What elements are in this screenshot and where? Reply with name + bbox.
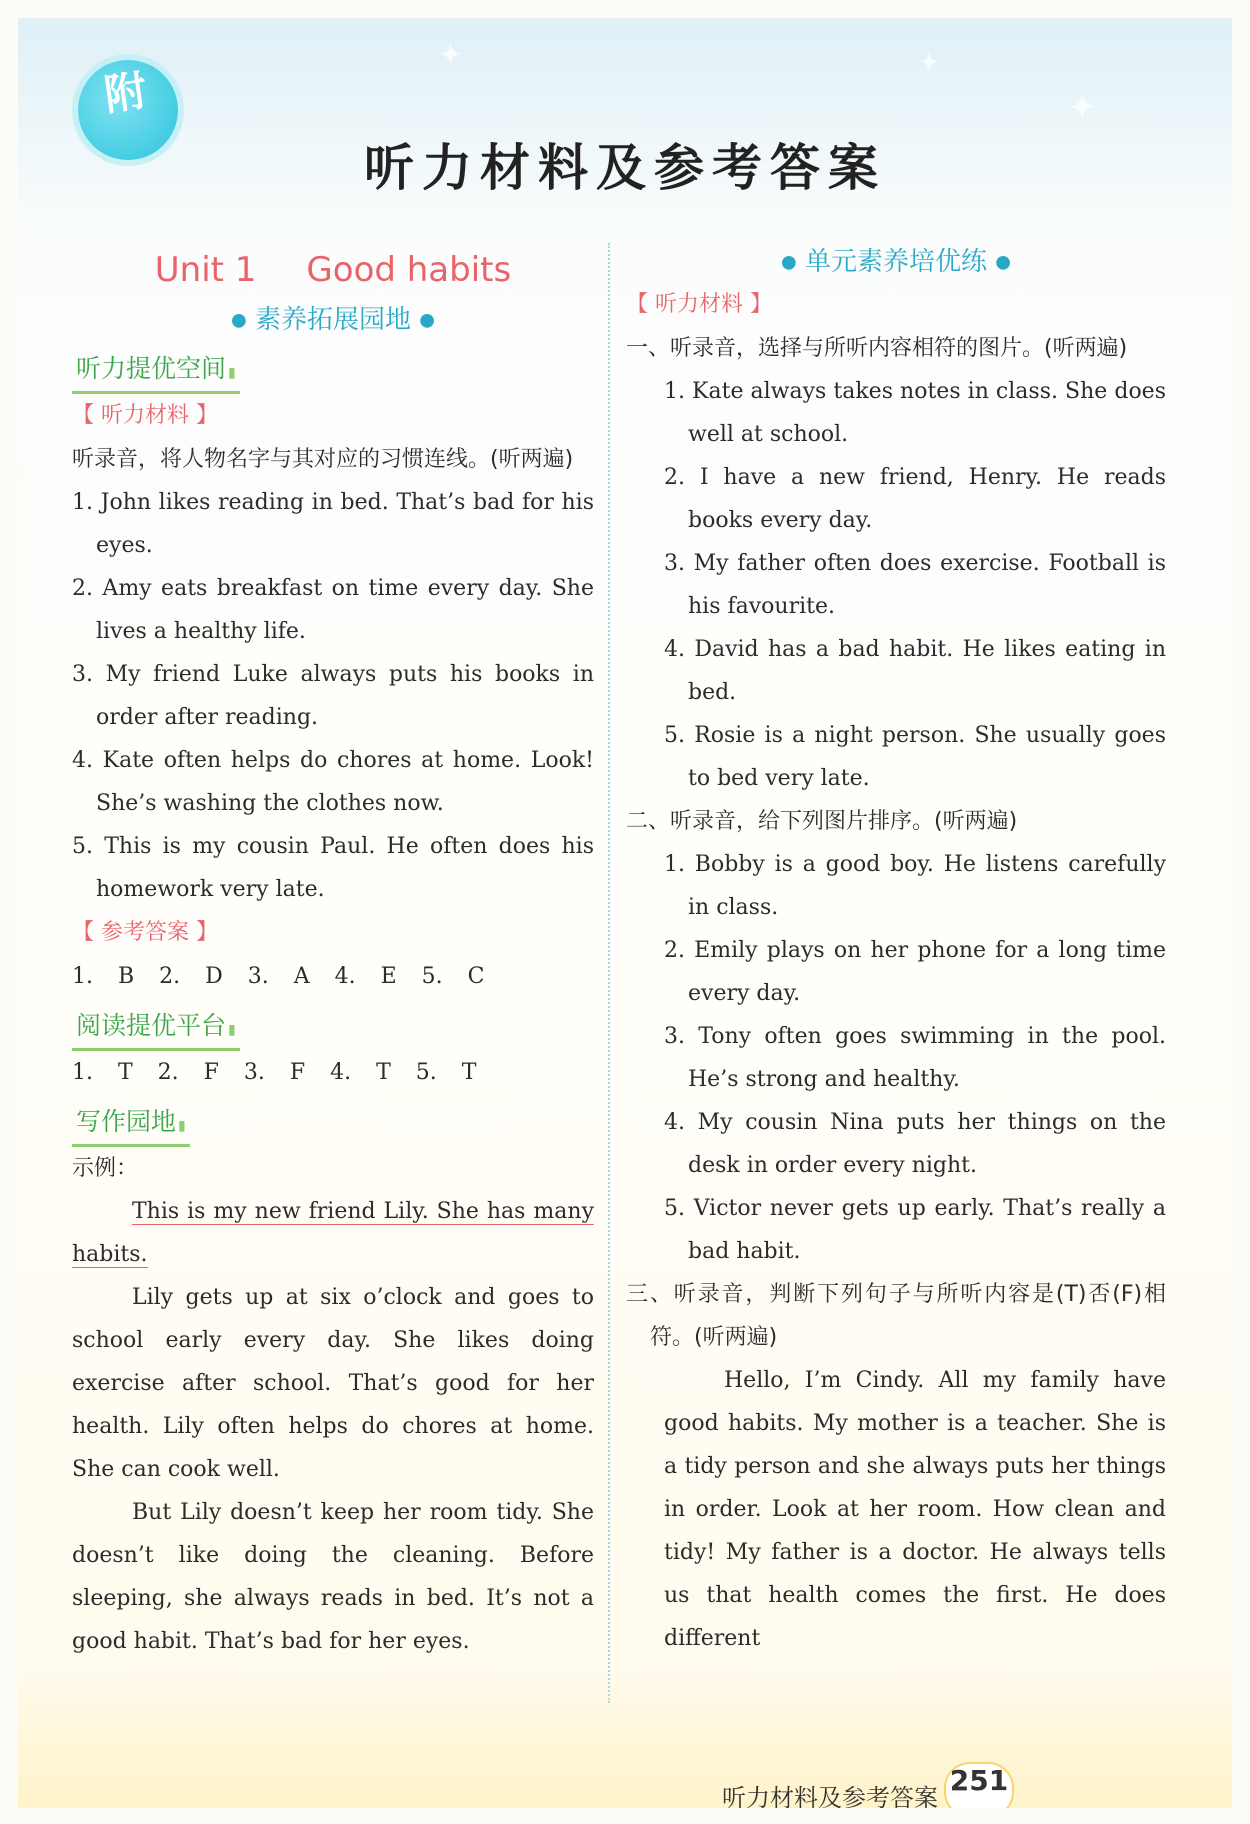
footer-label: 听力材料及参考答案 [722,1784,938,1808]
page-number: 251 [944,1762,1014,1808]
list-item: 2. Emily plays on her phone for a long time every day. [664,937,1166,1006]
example-label: 示例： [72,1155,139,1181]
question-instruction: 二、听录音，给下列图片排序。(听两遍) [626,808,1018,834]
unit-title: Unit 1 Good habits [154,250,512,290]
list-item: 4. David has a bad habit. He likes eating in bed. [664,636,1166,705]
list-item: 5. Victor never gets up early. That’s really a bad habit. [664,1195,1166,1264]
section-subtitle: ● 素养拓展园地 ● [231,305,435,335]
writing-section-heading: 写作园地 ▮ [72,1104,190,1147]
list-item: 3. My father often does exercise. Football is his favourite. [664,550,1166,619]
section-subtitle: ● 单元素养培优练 ● [781,247,1011,277]
list-item: 5. This is my cousin Paul. He often does his homework very late. [72,833,594,902]
list-item: 4. Kate often helps do chores at home. Look! She’s washing the clothes now. [72,747,594,816]
question-instruction: 一、听录音，选择与所听内容相符的图片。(听两遍) [626,335,1128,361]
star-decoration-icon: ✦ [438,38,464,73]
listening-section-heading: 听力提优空间 ▮ [72,351,240,394]
list-item: 4. My cousin Nina puts her things on the desk in order every night. [664,1109,1166,1178]
listening-material-tag: 【 听力材料 】 [626,291,772,317]
left-column [72,238,594,1663]
listening-instruction: 听录音，将人物名字与其对应的习惯连线。(听两遍) [72,446,574,472]
answer-tag: 【 参考答案 】 [72,919,218,945]
list-item: 1. John likes reading in bed. That’s bad for his eyes. [72,489,594,558]
appendix-badge: 附 [78,60,178,160]
star-decoration-icon: ✦ [918,48,940,78]
reading-section-heading: 阅读提优平台 ▮ [72,1008,240,1051]
essay-paragraph: Lily gets up at six o’clock and goes to school early every day. She likes doing exercise after school. That’s good for her health. Lily often helps do chores at home. She can cook well. [72,1284,594,1482]
list-item: 2. I have a new friend, Henry. He reads books every day. [664,464,1166,533]
listening-answers: 1. B 2. D 3. A 4. E 5. C [72,963,485,989]
essay-first-line: This is my new friend Lily. She has many habits. [72,1198,594,1267]
star-decoration-icon: ✦ [1068,88,1097,128]
listening-material-tag: 【 听力材料 】 [72,402,218,428]
page [18,18,1232,1808]
right-column [626,238,1166,1660]
list-item: 1. Bobby is a good boy. He listens carefully in class. [664,851,1166,920]
list-item: 3. My friend Luke always puts his books in order after reading. [72,661,594,730]
listening-passage: Hello, I’m Cindy. All my family have good habits. My mother is a teacher. She is a tidy person and she always puts her things in order. Look at her room. How clean and tidy! My father is a doctor. He always tells us that health comes the first. He does different [664,1367,1166,1651]
column-divider [608,243,610,1703]
reading-answers: 1. T 2. F 3. F 4. T 5. T [72,1059,477,1085]
list-item: 2. Amy eats breakfast on time every day. She lives a healthy life. [72,575,594,644]
question-instruction: 三、听录音，判断下列句子与所听内容是(T)否(F)相符。(听两遍) [626,1281,1166,1350]
list-item: 3. Tony often goes swimming in the pool. He’s strong and healthy. [664,1023,1166,1092]
list-item: 1. Kate always takes notes in class. She does well at school. [664,378,1166,447]
list-item: 5. Rosie is a night person. She usually goes to bed very late. [664,722,1166,791]
essay-paragraph: But Lily doesn’t keep her room tidy. She doesn’t like doing the cleaning. Before sleeping, she always reads in bed. It’s not a good habit. That’s bad for her eyes. [72,1499,594,1654]
page-title: 听力材料及参考答案 [364,139,886,197]
